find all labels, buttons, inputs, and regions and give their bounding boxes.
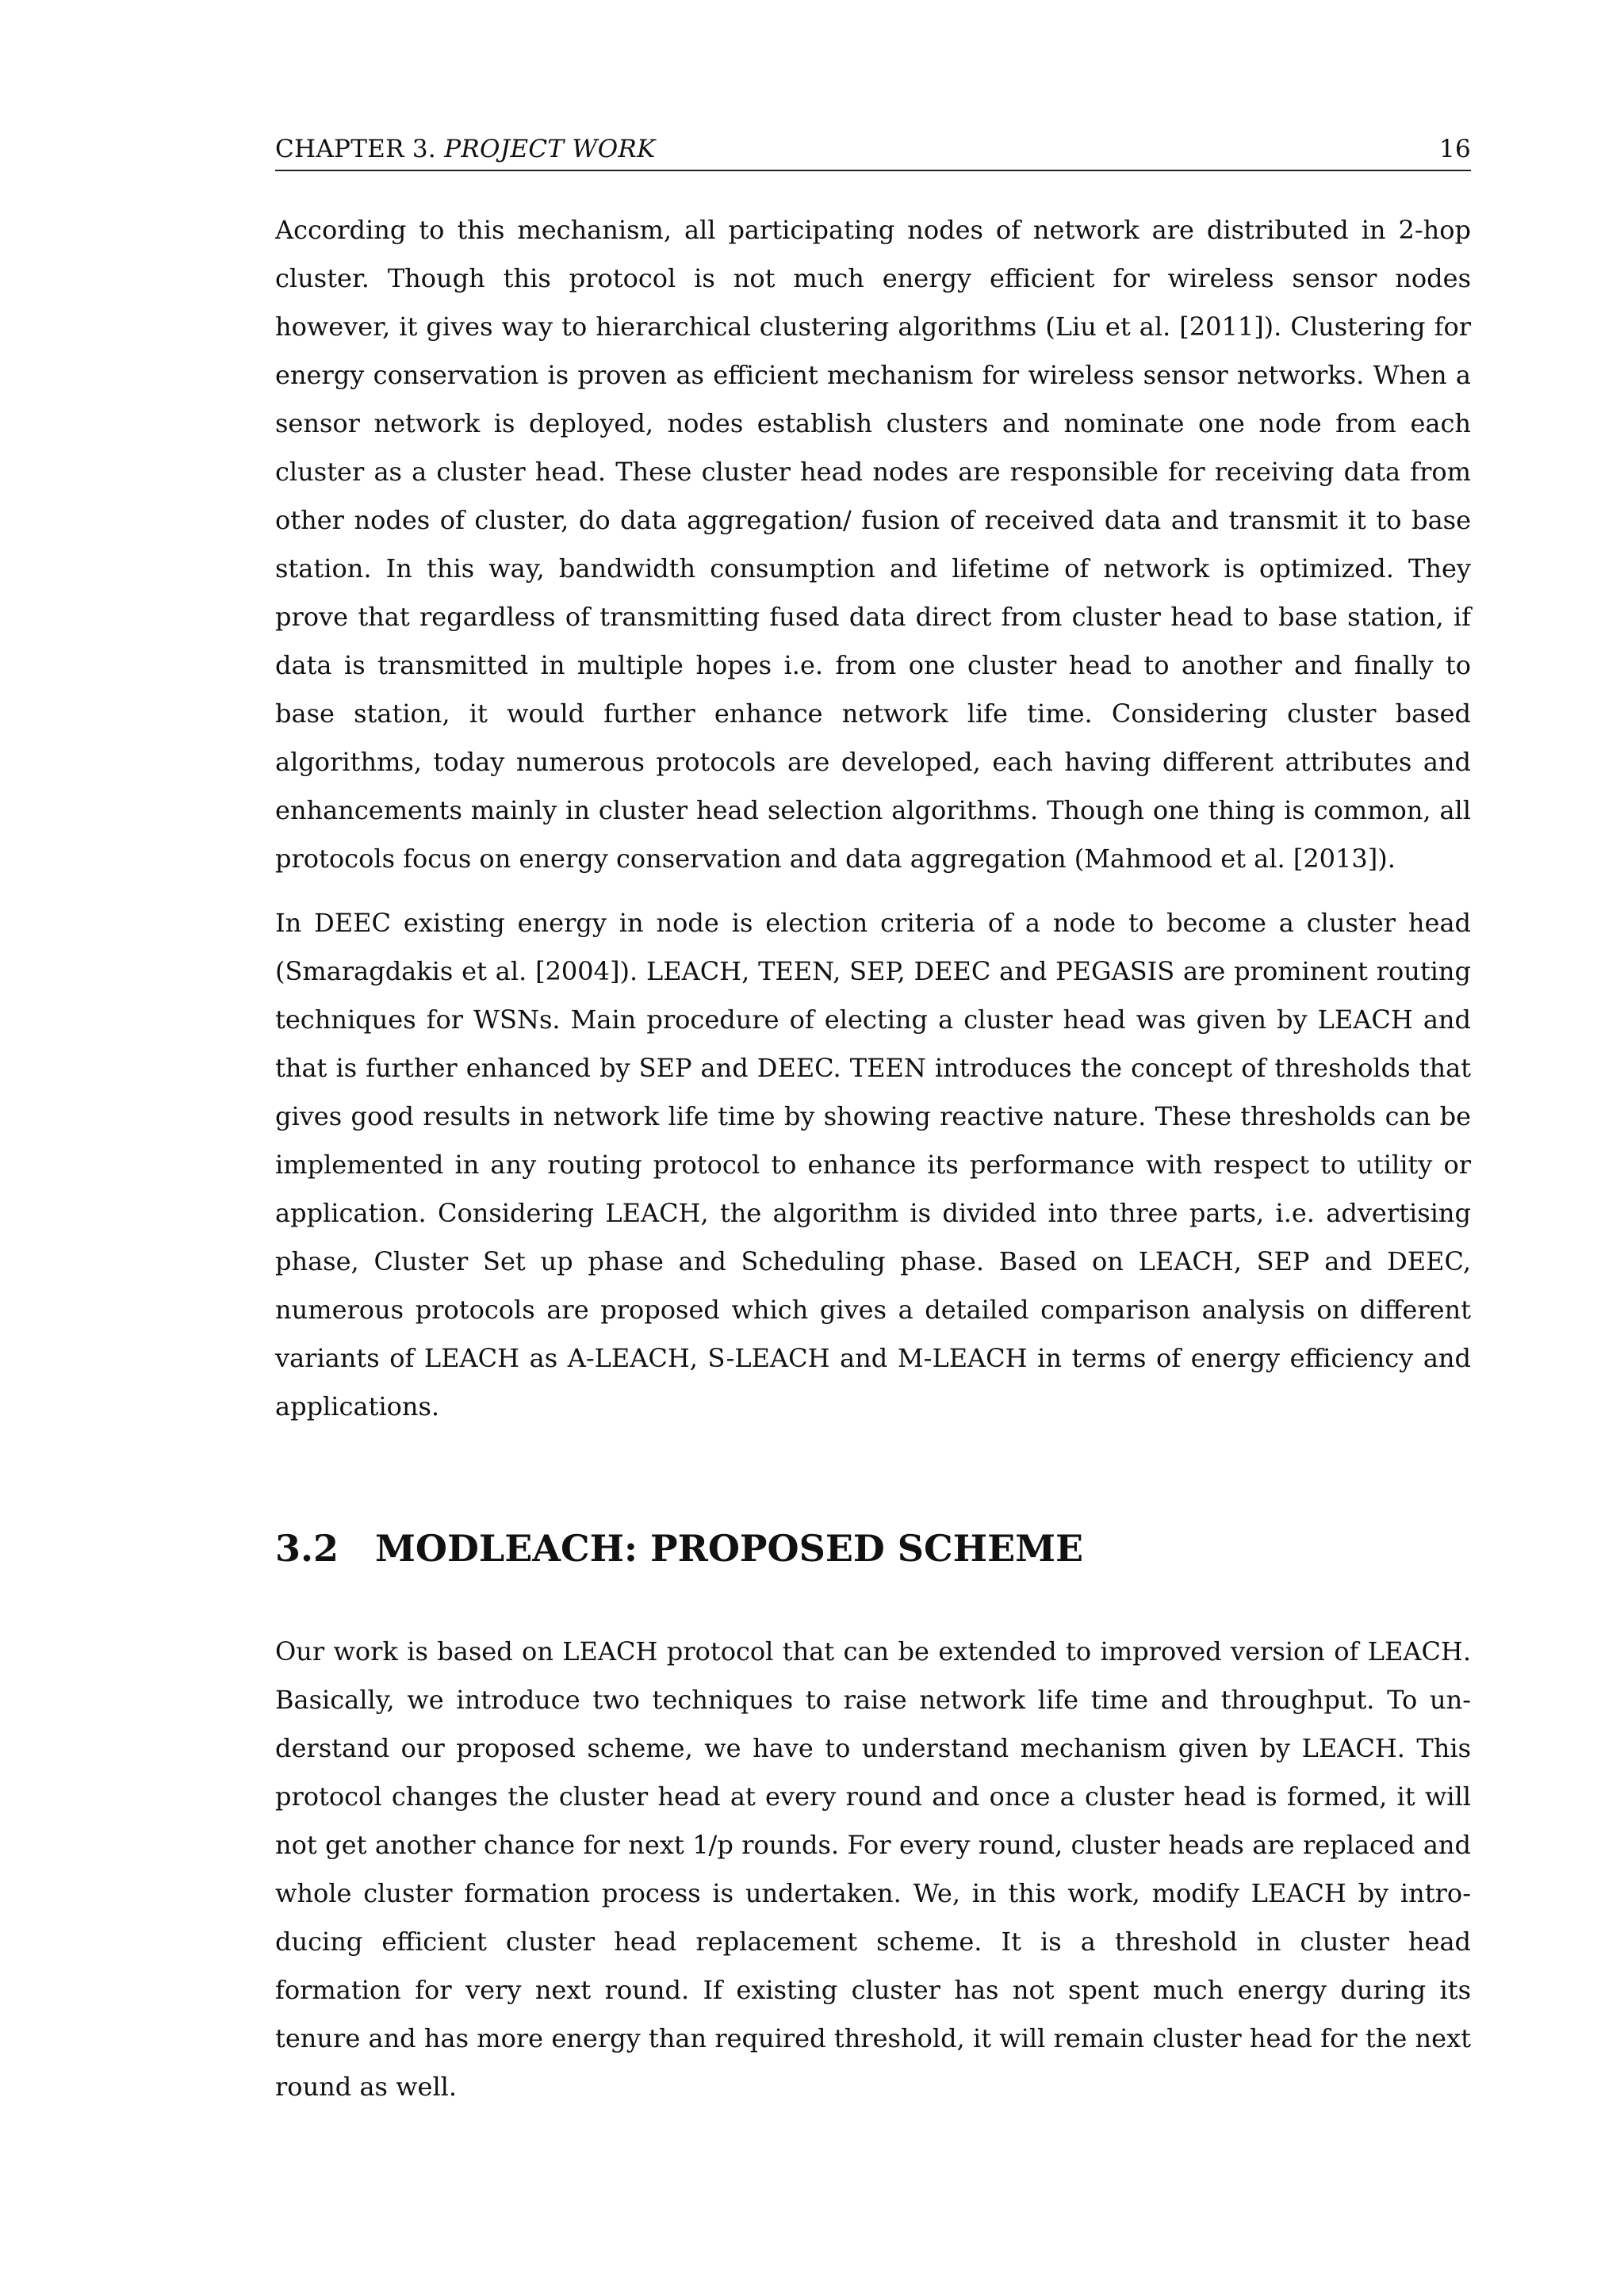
body-text bbox=[275, 206, 1471, 2111]
chapter-label: CHAPTER 3. bbox=[275, 135, 437, 163]
chapter-heading bbox=[275, 133, 656, 165]
section-number: 3.2 bbox=[275, 1527, 339, 1570]
running-header bbox=[275, 133, 1471, 171]
paragraph-clustering: According to this mechanism, all participating nodes of network are distributed in 2-hop cluster. Though this protocol is not much energy efficient for wireless sensor nodes however, it gives way to hierarchical clustering algorithms (Liu et al. [2011]). Clustering for energy conservation is proven as efficient mechanism for wireless sensor networks. When a sensor network is deployed, nodes establish clusters and nominate one node from each cluster as a cluster head. These cluster head nodes are responsible for receiving data from other nodes of cluster, do data aggregation/ fusion of received data and transmit it to base station. In this way, bandwidth consumption and lifetime of network is optimized. They prove that regardless of transmitting fused data direct from cluster head to base station, if data is transmitted in multiple hopes i.e. from one cluster head to another and finally to base station, it would further enhance network life time. Considering cluster based algorithms, today numerous protocols are developed, each having different attributes and enhancements mainly in cluster head selection algorithms. Though one thing is common, all protocols focus on energy conservation and data aggregation (Mahmood et al. [2013]). bbox=[275, 215, 1471, 874]
section-title: MODLEACH: PROPOSED SCHEME bbox=[375, 1527, 1084, 1570]
page-number: 16 bbox=[1438, 135, 1471, 163]
paragraph-modleach: Our work is based on LEACH protocol that can be extended to improved version of LEACH. Basically, we introduce two techniques to raise network life time and throughput. To understand our proposed scheme, we have to understand mechanism given by LEACH. This protocol changes the cluster head at every round and once a cluster head is formed, it will not get another chance for next 1/p rounds. For every round, cluster heads are replaced and whole cluster formation process is undertaken. We, in this work, modify LEACH by introducing efficient cluster head replacement scheme. It is a threshold in cluster head formation for very next round. If existing cluster has not spent much energy during its tenure and has more energy than required threshold, it will remain cluster head for the next round as well. bbox=[275, 1636, 1471, 2102]
section-heading bbox=[275, 1525, 1471, 1572]
chapter-title: PROJECT WORK bbox=[444, 135, 656, 163]
document-page bbox=[275, 133, 1471, 2111]
paragraph-deec: In DEEC existing energy in node is election criteria of a node to become a cluster head (Smaragdakis et al. [2004]). LEACH, TEEN, SEP, DEEC and PEGASIS are prominent routing techniques for WSNs. Main procedure of electing a cluster head was given by LEACH and that is further enhanced by SEP and DEEC. TEEN introduces the concept of thresholds that gives good results in network life time by showing reactive nature. These thresholds can be implemented in any routing protocol to enhance its performance with respect to utility or application. Considering LEACH, the algorithm is divided into three parts, i.e. advertising phase, Cluster Set up phase and Scheduling phase. Based on LEACH, SEP and DEEC, numerous protocols are proposed which gives a detailed comparison analysis on different variants of LEACH as A-LEACH, S-LEACH and M-LEACH in terms of energy efficiency and applications. bbox=[275, 908, 1471, 1422]
